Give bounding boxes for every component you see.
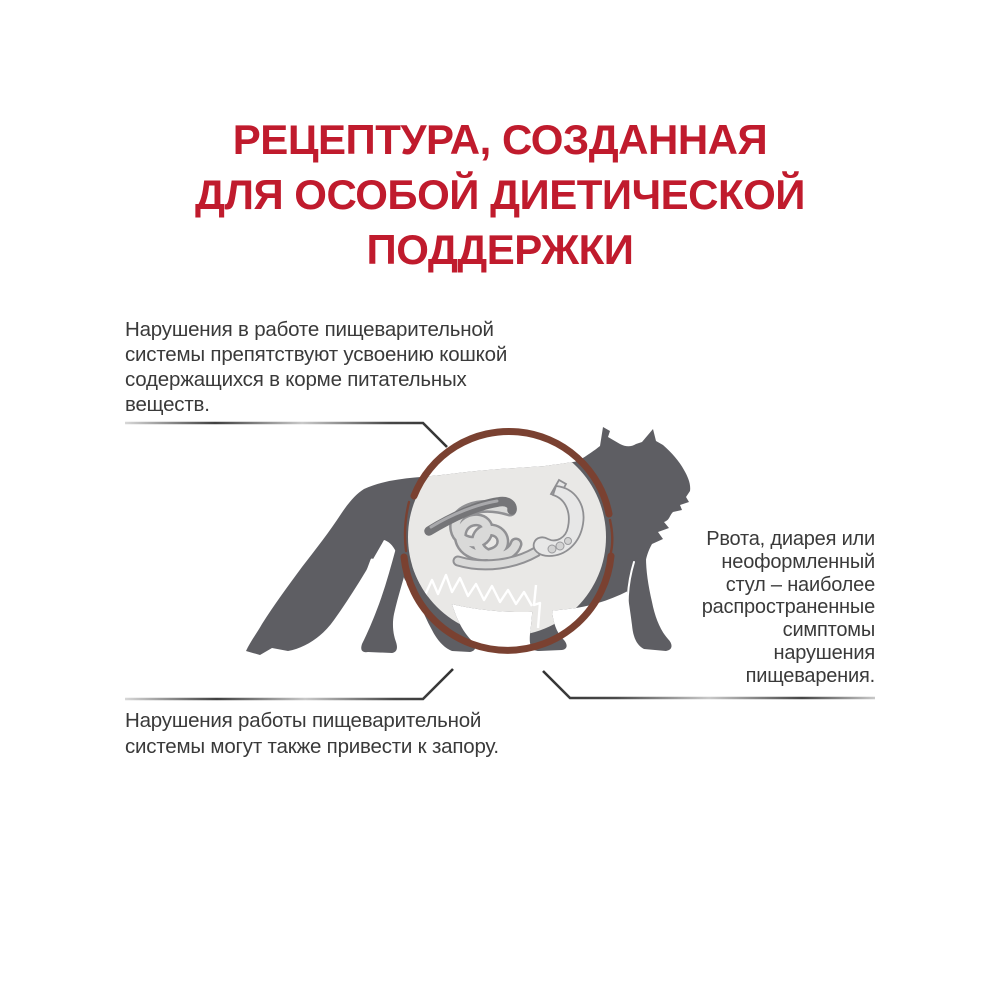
callout-line: Нарушения в работе пищеварительной bbox=[125, 318, 494, 341]
title-line: ПОДДЕРЖКИ bbox=[366, 226, 634, 273]
callout-line: симптомы bbox=[782, 619, 875, 642]
callout-line: содержащихся в корме питательных bbox=[125, 368, 467, 391]
callout-line: Рвота, диарея или bbox=[706, 528, 875, 550]
callout-line: веществ. bbox=[125, 393, 210, 416]
title-line: ДЛЯ ОСОБОЙ ДИЕТИЧЕСКОЙ bbox=[195, 171, 805, 218]
page-title bbox=[0, 112, 1000, 277]
callout-line: стул – наиболее bbox=[725, 573, 875, 596]
title-line: РЕЦЕПТУРА, СОЗДАННАЯ bbox=[232, 116, 768, 163]
callout-text-symptoms bbox=[595, 528, 875, 688]
connector-line-top-left bbox=[125, 423, 447, 447]
connector-line-bottom-left bbox=[125, 669, 453, 699]
callout-text-constipation bbox=[125, 708, 545, 759]
callout-text-absorption bbox=[125, 317, 525, 417]
callout-line: неоформленный bbox=[721, 550, 875, 573]
callout-line: пищеварения. bbox=[745, 664, 875, 687]
callout-line: Нарушения работы пищеварительной bbox=[125, 709, 482, 732]
callout-line: системы препятствуют усвоению кошкой bbox=[125, 343, 508, 366]
callout-line: системы могут также привести к запору. bbox=[125, 734, 499, 758]
callout-line: распространенные bbox=[701, 596, 875, 619]
callout-line: нарушения bbox=[773, 641, 875, 664]
